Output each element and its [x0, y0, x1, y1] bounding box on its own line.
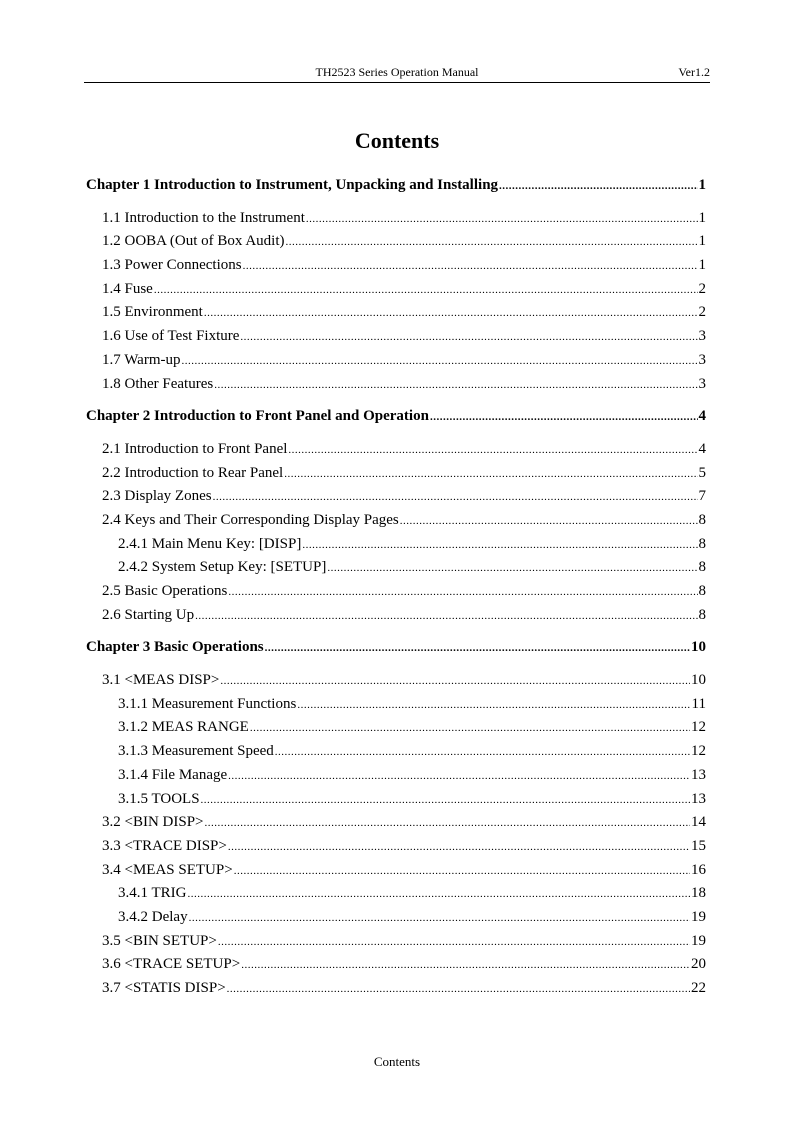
toc-leader-dots: [250, 717, 690, 741]
toc-entry[interactable]: [86, 716, 706, 740]
toc-leader-dots: [327, 557, 697, 581]
toc-page-number: 4: [698, 440, 706, 457]
toc-entry[interactable]: [86, 580, 706, 604]
toc-leader-dots: [154, 279, 698, 303]
toc-entry[interactable]: [86, 438, 706, 462]
toc-leader-dots: [227, 978, 690, 1002]
toc-entry-label: 3.6 <TRACE SETUP>: [102, 956, 241, 973]
toc-entry-label: 2.6 Starting Up: [102, 606, 195, 623]
toc-entry[interactable]: [86, 977, 706, 1001]
toc-page-number: 4: [698, 408, 706, 425]
toc-leader-dots: [228, 836, 690, 860]
toc-leader-dots: [240, 326, 697, 350]
toc-leader-dots: [265, 637, 690, 661]
toc-leader-dots: [187, 883, 690, 907]
toc-leader-dots: [241, 954, 690, 978]
toc-entry[interactable]: [86, 533, 706, 557]
toc-entry-label: 3.4.1 TRIG: [118, 885, 187, 902]
toc-leader-dots: [302, 534, 697, 558]
toc-leader-dots: [234, 860, 690, 884]
toc-entry-label: 1.6 Use of Test Fixture: [102, 328, 240, 345]
header-version: Ver1.2: [678, 65, 710, 79]
toc-entry[interactable]: [86, 230, 706, 254]
toc-page-number: 11: [691, 695, 706, 712]
toc-page-number: 8: [698, 535, 706, 552]
toc-entry-label: 3.1.2 MEAS RANGE: [118, 719, 249, 736]
toc-entry[interactable]: [86, 835, 706, 859]
toc-entry[interactable]: [86, 278, 706, 302]
toc-entry-label: 1.4 Fuse: [102, 280, 153, 297]
toc-leader-dots: [213, 486, 698, 510]
toc-entry-label: 2.5 Basic Operations: [102, 583, 228, 599]
toc-leader-dots: [220, 670, 690, 694]
toc-entry[interactable]: [86, 301, 706, 325]
toc-leader-dots: [284, 463, 697, 487]
toc-leader-dots: [182, 350, 698, 374]
toc-page-number: 1: [698, 209, 706, 226]
toc-entry-label: Chapter 2 Introduction to Front Panel and Operation: [86, 408, 429, 425]
contents-title: Contents: [354, 128, 440, 153]
toc-leader-dots: [204, 302, 698, 326]
toc-entry-label: 1.8 Other Features: [102, 375, 214, 392]
toc-entry[interactable]: [86, 788, 706, 812]
toc-entry[interactable]: [86, 373, 706, 397]
toc-page-number: 16: [691, 861, 706, 878]
toc-page-number: 8: [698, 606, 706, 623]
toc-page-number: 2: [698, 304, 706, 321]
toc-entry[interactable]: [86, 604, 706, 628]
toc-entry-label: 2.2 Introduction to Rear Panel: [102, 464, 284, 481]
toc-page-number: 10: [691, 639, 706, 656]
toc-entry[interactable]: [86, 207, 706, 231]
toc-entry[interactable]: [86, 669, 706, 693]
toc-entry-label: 1.3 Power Connections: [102, 257, 242, 274]
toc-entry[interactable]: [86, 906, 706, 930]
toc-entry[interactable]: [86, 693, 706, 717]
toc-page-number: 3: [698, 328, 706, 345]
toc-page-number: 10: [691, 672, 706, 689]
toc-entry-label: 1.1 Introduction to the Instrument: [102, 209, 305, 226]
toc-leader-dots: [430, 406, 698, 430]
toc-page-number: 7: [698, 488, 706, 505]
toc-entry-label: 3.1.4 File Manage: [118, 766, 228, 783]
page-header: [84, 64, 710, 83]
toc-entry-label: 1.2 OOBA (Out of Box Audit): [102, 233, 285, 250]
toc-leader-dots: [297, 694, 690, 718]
toc-leader-dots: [201, 789, 690, 813]
toc-page-number: 20: [691, 956, 706, 973]
toc-entry[interactable]: [86, 325, 706, 349]
toc-page-number: 18: [691, 885, 706, 902]
toc-leader-dots: [218, 931, 690, 955]
toc-page-number: 12: [691, 743, 706, 760]
toc-chapter-entry[interactable]: [86, 405, 706, 429]
toc-page-number: 8: [698, 511, 706, 528]
header-title: TH2523 Series Operation Manual: [315, 65, 479, 79]
toc-entry-label: 1.7 Warm-up: [102, 351, 181, 368]
toc-page-number: 19: [691, 908, 706, 925]
toc-entry[interactable]: [86, 859, 706, 883]
toc-entry-label: 2.3 Display Zones: [102, 488, 212, 505]
toc-entry-label: Chapter 1 Introduction to Instrument, Unpacking and Installing: [86, 177, 499, 193]
toc-entry[interactable]: [86, 764, 706, 788]
toc-entry[interactable]: [86, 509, 706, 533]
toc-chapter-entry[interactable]: [86, 174, 706, 198]
toc-entry[interactable]: [86, 930, 706, 954]
toc-leader-dots: [400, 510, 698, 534]
toc-leader-dots: [306, 208, 698, 232]
toc-entry-label: 1.5 Environment: [102, 304, 203, 321]
toc-leader-dots: [288, 439, 697, 463]
toc-leader-dots: [228, 765, 690, 789]
toc-entry-label: 2.4.1 Main Menu Key: [DISP]: [118, 535, 302, 552]
toc-leader-dots: [243, 255, 698, 279]
toc-entry-label: 3.4 <MEAS SETUP>: [102, 861, 233, 878]
toc-entry-label: 3.1.5 TOOLS: [118, 790, 200, 807]
toc-entry[interactable]: [86, 485, 706, 509]
toc-page-number: 5: [698, 464, 706, 481]
toc-leader-dots: [499, 175, 697, 199]
toc-page-number: 13: [691, 766, 706, 783]
toc-entry[interactable]: [86, 462, 706, 486]
toc-entry-label: 3.1.1 Measurement Functions: [118, 695, 297, 712]
toc-entry[interactable]: [86, 349, 706, 373]
toc-entry-label: 3.1 <MEAS DISP>: [102, 672, 220, 689]
toc-entry-label: 3.2 <BIN DISP>: [102, 814, 204, 831]
toc-page-number: 1: [698, 177, 706, 193]
toc-leader-dots: [286, 231, 698, 255]
toc-page-number: 2: [698, 280, 706, 297]
toc-leader-dots: [195, 605, 697, 629]
toc-page-number: 1: [698, 233, 706, 250]
toc-entry-label: 3.5 <BIN SETUP>: [102, 932, 217, 949]
toc-entry-label: 2.1 Introduction to Front Panel: [102, 440, 288, 457]
toc-page-number: 19: [691, 932, 706, 949]
table-of-contents: [86, 174, 706, 1001]
toc-page-number: 15: [691, 837, 706, 854]
toc-entry[interactable]: [86, 953, 706, 977]
toc-page-number: 3: [698, 375, 706, 392]
toc-entry[interactable]: [86, 254, 706, 278]
toc-entry-label: 3.4.2 Delay: [118, 908, 188, 925]
toc-leader-dots: [214, 374, 697, 398]
toc-page-number: 8: [698, 559, 706, 576]
toc-leader-dots: [275, 741, 690, 765]
toc-entry-label: 3.1.3 Measurement Speed: [118, 743, 274, 760]
toc-entry-label: 2.4 Keys and Their Corresponding Display Pages: [102, 511, 399, 528]
toc-entry[interactable]: [86, 811, 706, 835]
toc-page-number: 22: [691, 980, 706, 996]
toc-entry[interactable]: [86, 882, 706, 906]
toc-entry[interactable]: [86, 556, 706, 580]
toc-page-number: 13: [691, 790, 706, 807]
toc-entry-label: Chapter 3 Basic Operations: [86, 639, 264, 656]
toc-entry-label: 3.3 <TRACE DISP>: [102, 837, 227, 854]
toc-leader-dots: [189, 907, 690, 931]
toc-page-number: 3: [698, 351, 706, 368]
page-footer: Contents: [373, 1054, 421, 1069]
toc-page-number: 1: [698, 257, 706, 274]
toc-entry[interactable]: [86, 740, 706, 764]
toc-page-number: 12: [691, 719, 706, 736]
toc-page-number: 14: [691, 814, 706, 831]
toc-leader-dots: [205, 812, 690, 836]
toc-leader-dots: [228, 581, 697, 605]
toc-chapter-entry[interactable]: [86, 636, 706, 660]
toc-entry-label: 2.4.2 System Setup Key: [SETUP]: [118, 559, 327, 576]
toc-page-number: 8: [698, 583, 706, 599]
toc-entry-label: 3.7 <STATIS DISP>: [102, 980, 226, 996]
